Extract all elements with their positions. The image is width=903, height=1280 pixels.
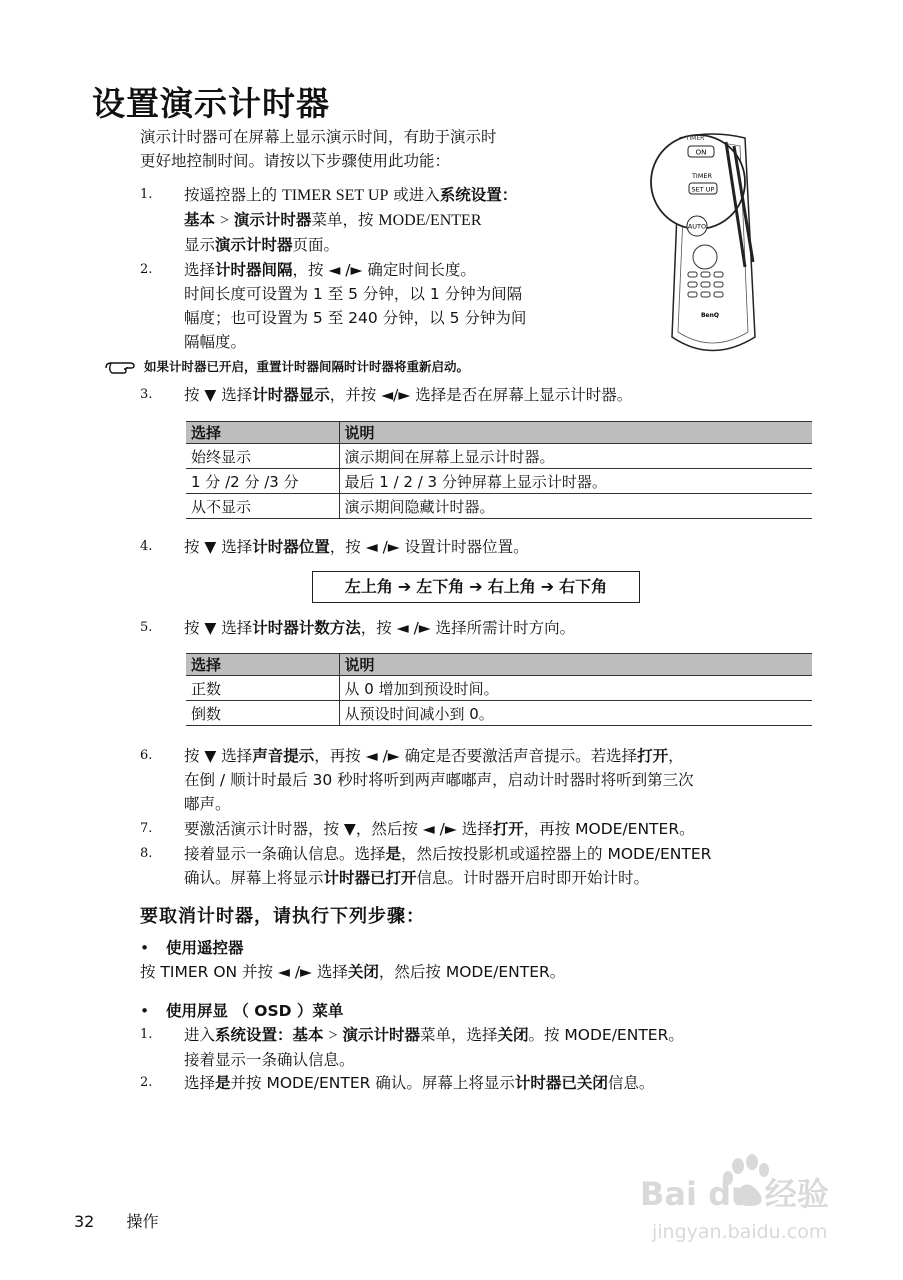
step-1-text-h: 菜单，按 (311, 211, 374, 229)
step-8-number: 8. (140, 846, 153, 861)
remote-setup-label: SET UP (691, 185, 715, 194)
intro-line-2: 更好地控制时间。请按以下步骤使用此功能： (140, 152, 451, 170)
step-1-number: 1. (140, 187, 153, 202)
remote-brand: BenQ (700, 312, 720, 319)
table-cell: 演示期间在屏幕上显示计时器。 (339, 444, 812, 469)
osd-step-2-text-a: 选择 (184, 1074, 216, 1092)
cancel-heading: 要取消计时器，请执行下列步骤： (140, 906, 425, 927)
table-cell: 从 0 增加到预设时间。 (339, 676, 812, 701)
timer-position-sequence (312, 571, 640, 603)
step-7-number: 7. (140, 821, 153, 836)
step-6-text-e: ， (668, 747, 684, 765)
table-header-description: 说明 (339, 654, 812, 676)
remote-on-label: ON (695, 148, 707, 157)
remote-text-a: 按 TIMER ON 并按 ◄ /► 选择 (140, 963, 348, 981)
osd-step-1-number: 1. (140, 1027, 153, 1042)
step-2-line-4: 隔幅度。 (184, 333, 247, 351)
step-5-text-a: 按 ▼ 选择 (184, 619, 253, 637)
table-header-option: 选择 (186, 654, 339, 676)
osd-subheading (140, 999, 343, 1023)
step-1-text-c: 或进入 (393, 186, 440, 204)
step-3-number: 3. (140, 387, 153, 402)
table-header-row (186, 654, 812, 676)
osd-step-2-number: 2. (140, 1075, 153, 1090)
step-6-item: 声音提示 (252, 747, 315, 765)
table-row (186, 701, 812, 726)
step-8-message: 计时器已打开 (323, 869, 417, 887)
table-cell: 从不显示 (186, 494, 339, 519)
step-7-text-c: ，再按 MODE/ENTER。 (523, 820, 695, 838)
osd-step-2-yes: 是 (215, 1074, 231, 1092)
osd-step-1-text-g: 。按 MODE/ENTER。 (528, 1026, 684, 1044)
step-4-item: 计时器位置 (252, 538, 330, 556)
step-8-yes: 是 (385, 845, 402, 863)
step-4-number: 4. (140, 539, 153, 554)
step-1-key: TIMER SET UP (281, 187, 389, 204)
step-1-text-j: 显示 (184, 236, 216, 254)
intro-text (140, 125, 497, 173)
position-bottom-left: 左下角 (416, 577, 465, 596)
step-3-text-c: ，并按 ◄/► 选择是否在屏幕上显示计时器。 (329, 386, 633, 404)
step-6-text-a: 按 ▼ 选择 (184, 747, 253, 765)
table-cell: 最后 1 / 2 / 3 分钟屏幕上显示计时器。 (339, 469, 812, 494)
table-header-option: 选择 (186, 422, 339, 444)
step-1-menu-system: 系统设置： (439, 186, 518, 204)
step-2-text-a: 选择 (184, 261, 216, 279)
position-top-left: 左上角 (344, 577, 393, 596)
step-2-number: 2. (140, 262, 153, 277)
step-4-text-c: ，按 ◄ /► 设置计时器位置。 (329, 538, 529, 556)
osd-step-1-line-2: 接着显示一条确认信息。 (184, 1051, 355, 1069)
arrow-right-icon: ➔ (540, 577, 555, 596)
remote-text-c: ，然后按 MODE/ENTER。 (378, 963, 566, 981)
step-6-line-2: 在倒 / 顺计时最后 30 秒时将听到两声嘟嘟声，启动计时器时将听到第三次 (184, 771, 694, 789)
osd-step-2-message: 计时器已关闭 (514, 1074, 608, 1092)
remote-control-illustration (650, 132, 775, 362)
table-row (186, 444, 812, 469)
remote-instruction (140, 960, 565, 984)
watermark-brand: Bai du 经验 (640, 1175, 829, 1213)
step-1-menu-timer: 演示计时器 (233, 211, 312, 229)
intro-line-1: 演示计时器可在屏幕上显示演示时间，有助于演示时 (140, 128, 497, 146)
bullet-icon: • (140, 1002, 150, 1020)
remote-label-timer: TIMER (691, 172, 713, 180)
osd-step-1-text-e: 菜单，选择 (419, 1026, 498, 1044)
step-1-gt: > (219, 212, 229, 229)
osd-step-1-off: 关闭 (497, 1026, 529, 1044)
remote-subheading (140, 936, 244, 960)
osd-step-1-menu-timer: 演示计时器 (342, 1026, 420, 1044)
step-8-text-f: 信息。计时器开启时即开始计时。 (416, 869, 650, 887)
section-name: 操作 (126, 1212, 159, 1231)
table-header-description: 说明 (339, 422, 812, 444)
table-row (186, 494, 812, 519)
step-3-item: 计时器显示 (252, 386, 330, 404)
step-1-text-l: 页面。 (292, 236, 340, 254)
osd-step-2-text-e: 信息。 (607, 1074, 655, 1092)
table-cell: 始终显示 (186, 444, 339, 469)
step-5-item: 计时器计数方法 (252, 619, 361, 637)
step-3-text-a: 按 ▼ 选择 (184, 386, 253, 404)
step-4-text-a: 按 ▼ 选择 (184, 538, 253, 556)
baidu-watermark (640, 1148, 855, 1248)
step-1-page-name: 演示计时器 (215, 236, 293, 254)
bullet-icon: • (140, 939, 150, 957)
note-text: 如果计时器已开启，重置计时器间隔时计时器将重新启动。 (144, 359, 470, 374)
timer-display-table (186, 421, 812, 519)
remote-auto-label: AUTO (687, 222, 707, 231)
table-cell: 演示期间隐藏计时器。 (339, 494, 812, 519)
step-2-line-2: 时间长度可设置为 1 至 5 分钟，以 1 分钟为间隔 (184, 285, 523, 303)
arrow-right-icon: ➔ (397, 577, 412, 596)
timer-count-table (186, 653, 812, 726)
watermark-url: jingyan.baidu.com (652, 1221, 828, 1243)
step-7-on: 打开 (492, 820, 524, 838)
step-6-line-3: 嘟声。 (184, 795, 231, 813)
table-row (186, 676, 812, 701)
step-7-text-a: 要激活演示计时器，按 ▼，然后按 ◄ /► 选择 (184, 820, 493, 838)
step-1-menu-basic: 基本 (184, 211, 216, 229)
page-footer (74, 1209, 159, 1232)
step-2-text-c: ，按 ◄ /► 确定时间长度。 (292, 261, 476, 279)
table-cell: 从预设时间减小到 0。 (339, 701, 812, 726)
remote-heading-text: 使用遥控器 (166, 939, 244, 957)
table-row (186, 469, 812, 494)
step-6-on: 打开 (637, 747, 669, 765)
osd-step-2-text-c: 并按 MODE/ENTER 确认。屏幕上将显示 (230, 1074, 515, 1092)
arrow-right-icon: ➔ (469, 577, 483, 596)
table-cell: 倒数 (186, 701, 339, 726)
page-title: 设置演示计时器 (92, 84, 330, 123)
position-bottom-right: 右下角 (559, 577, 608, 596)
table-cell: 正数 (186, 676, 339, 701)
remote-label-timer-top: TIMER (685, 135, 705, 142)
note (104, 357, 469, 377)
step-6-text-c: ，再按 ◄ /► 确定是否要激活声音提示。若选择 (314, 747, 638, 765)
step-5-text-c: ，按 ◄ /► 选择所需计时方向。 (360, 619, 576, 637)
osd-step-1-gt: > (328, 1027, 338, 1044)
step-1-mode-enter: MODE/ENTER (378, 212, 482, 229)
step-2-item: 计时器间隔 (215, 261, 293, 279)
step-8-text-c: ，然后按投影机或遥控器上的 MODE/ENTER (401, 845, 712, 863)
step-8-text-a: 接着显示一条确认信息。选择 (184, 845, 386, 863)
pointing-hand-icon (104, 360, 138, 376)
step-1-text-a: 按遥控器上的 (184, 186, 278, 204)
table-header-row (186, 422, 812, 444)
position-top-right: 右上角 (487, 577, 536, 596)
step-2-line-3: 幅度；也可设置为 5 至 240 分钟，以 5 分钟为间 (184, 309, 527, 327)
page-number: 32 (74, 1212, 95, 1231)
step-5-number: 5. (140, 620, 153, 635)
remote-off: 关闭 (347, 963, 379, 981)
osd-step-1-text-a: 进入 (184, 1026, 216, 1044)
step-8-text-d: 确认。屏幕上将显示 (184, 869, 324, 887)
osd-heading-text: 使用屏显 （ OSD ）菜单 (166, 1002, 344, 1020)
table-cell: 1 分 /2 分 /3 分 (186, 469, 339, 494)
step-6-number: 6. (140, 748, 153, 763)
osd-step-1-menu-system: 系统设置：基本 (215, 1026, 324, 1044)
